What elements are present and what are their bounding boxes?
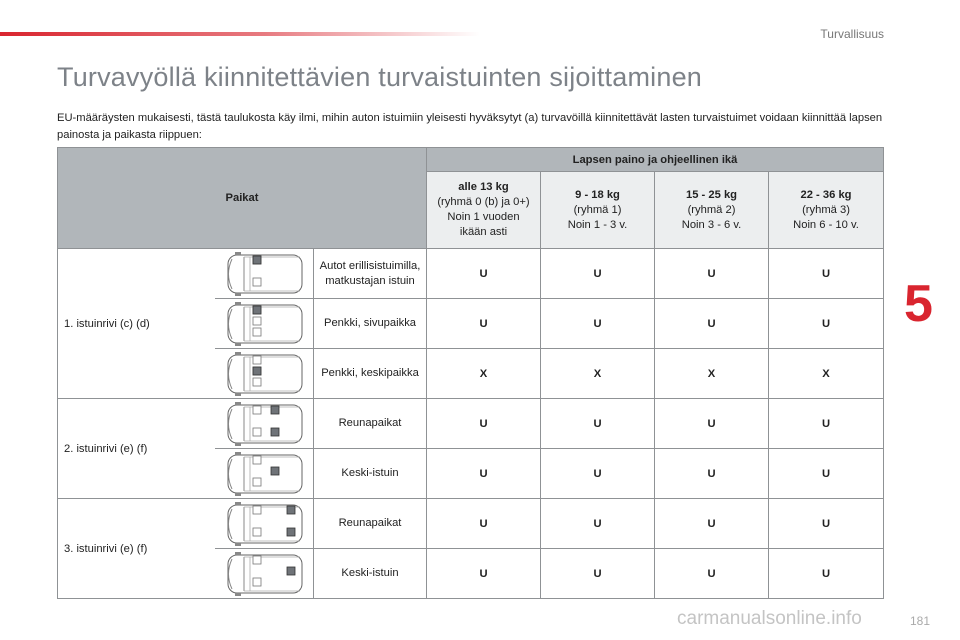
car-seat-front-passenger-icon	[215, 249, 314, 299]
group-header	[655, 172, 769, 249]
table-row	[58, 399, 884, 449]
suitability-value: U	[655, 399, 769, 449]
suitability-value: U	[541, 399, 655, 449]
suitability-value: U	[769, 249, 884, 299]
suitability-value: U	[769, 499, 884, 549]
group-name: (ryhmä 1)	[573, 203, 622, 216]
suitability-value: U	[541, 249, 655, 299]
suitability-value: U	[427, 249, 541, 299]
seat-position-label: Autot erillisistuimilla, matkustajan istuin	[314, 249, 427, 299]
suitability-value: U	[769, 399, 884, 449]
suitability-value: U	[427, 399, 541, 449]
seat-position-label: Reunapaikat	[314, 399, 427, 449]
group-weight: 9 - 18 kg	[575, 188, 620, 201]
suitability-value: U	[427, 449, 541, 499]
group-name: (ryhmä 2)	[687, 203, 736, 216]
group-age: Noin 1 - 3 v.	[567, 218, 628, 231]
suitability-value: U	[427, 499, 541, 549]
car-seat-row2-center-icon	[215, 449, 314, 499]
suitability-value: U	[655, 499, 769, 549]
header-accent-bar	[0, 32, 480, 36]
suitability-value: U	[427, 549, 541, 599]
seat-position-label: Reunapaikat	[314, 499, 427, 549]
page-number: 181	[909, 614, 930, 628]
suitability-value: U	[769, 449, 884, 499]
suitability-value: U	[427, 299, 541, 349]
suitability-value: X	[655, 349, 769, 399]
seat-position-label: Keski-istuin	[314, 449, 427, 499]
suitability-value: U	[541, 549, 655, 599]
car-seat-row3-center-icon	[215, 549, 314, 599]
car-seat-front-bench-center-icon	[215, 349, 314, 399]
places-header: Paikat	[58, 148, 427, 249]
page-title: Turvavyöllä kiinnitettävien turvaistuinten sijoittaminen	[57, 62, 703, 92]
watermark: carmanualsonline.info	[677, 608, 862, 629]
group-age: Noin 3 - 6 v.	[681, 218, 742, 231]
suitability-value: U	[655, 299, 769, 349]
group-age: Noin 1 vuoden ikään asti	[447, 211, 520, 238]
seat-row-label: 2. istuinrivi (e) (f)	[58, 399, 215, 499]
suitability-value: U	[541, 449, 655, 499]
group-weight: 22 - 36 kg	[800, 188, 852, 201]
weight-header: Lapsen paino ja ohjeellinen ikä	[427, 148, 884, 172]
chapter-number: 5	[904, 275, 933, 333]
table-row	[58, 249, 884, 299]
suitability-value: U	[655, 249, 769, 299]
suitability-value: X	[427, 349, 541, 399]
suitability-value: U	[769, 299, 884, 349]
intro-paragraph: EU-määräysten mukaisesti, tästä taulukosta käy ilmi, mihin auton istuimiin yleisesti hyväksytyt (a) turvavöillä kiinnitettävät lasten turvaistuimet voidaan kiinnittää lapsen painosta ja paikasta riippuen:	[57, 112, 883, 141]
seat-position-label: Penkki, sivupaikka	[314, 299, 427, 349]
suitability-value: U	[655, 449, 769, 499]
group-name: (ryhmä 3)	[802, 203, 850, 216]
group-header	[769, 172, 884, 249]
car-seat-row2-side-icon	[215, 399, 314, 449]
suitability-value: U	[655, 549, 769, 599]
group-age: Noin 6 - 10 v.	[793, 218, 859, 231]
suitability-value: U	[541, 499, 655, 549]
suitability-value: X	[541, 349, 655, 399]
seat-position-label: Penkki, keskipaikka	[314, 349, 427, 399]
seat-position-label: Keski-istuin	[314, 549, 427, 599]
section-title: Turvallisuus	[820, 27, 884, 41]
child-seat-table	[57, 147, 884, 599]
group-weight: 15 - 25 kg	[686, 188, 737, 201]
group-weight: alle 13 kg	[458, 181, 509, 193]
seat-row-label: 1. istuinrivi (c) (d)	[58, 249, 215, 399]
group-name: (ryhmä 0 (b) ja 0+)	[437, 196, 530, 208]
suitability-value: U	[769, 549, 884, 599]
group-header	[427, 172, 541, 249]
table-row	[58, 499, 884, 549]
suitability-value: X	[769, 349, 884, 399]
car-seat-row3-side-icon	[215, 499, 314, 549]
seat-row-label: 3. istuinrivi (e) (f)	[58, 499, 215, 599]
suitability-value: U	[541, 299, 655, 349]
car-seat-front-bench-side-icon	[215, 299, 314, 349]
group-header	[541, 172, 655, 249]
